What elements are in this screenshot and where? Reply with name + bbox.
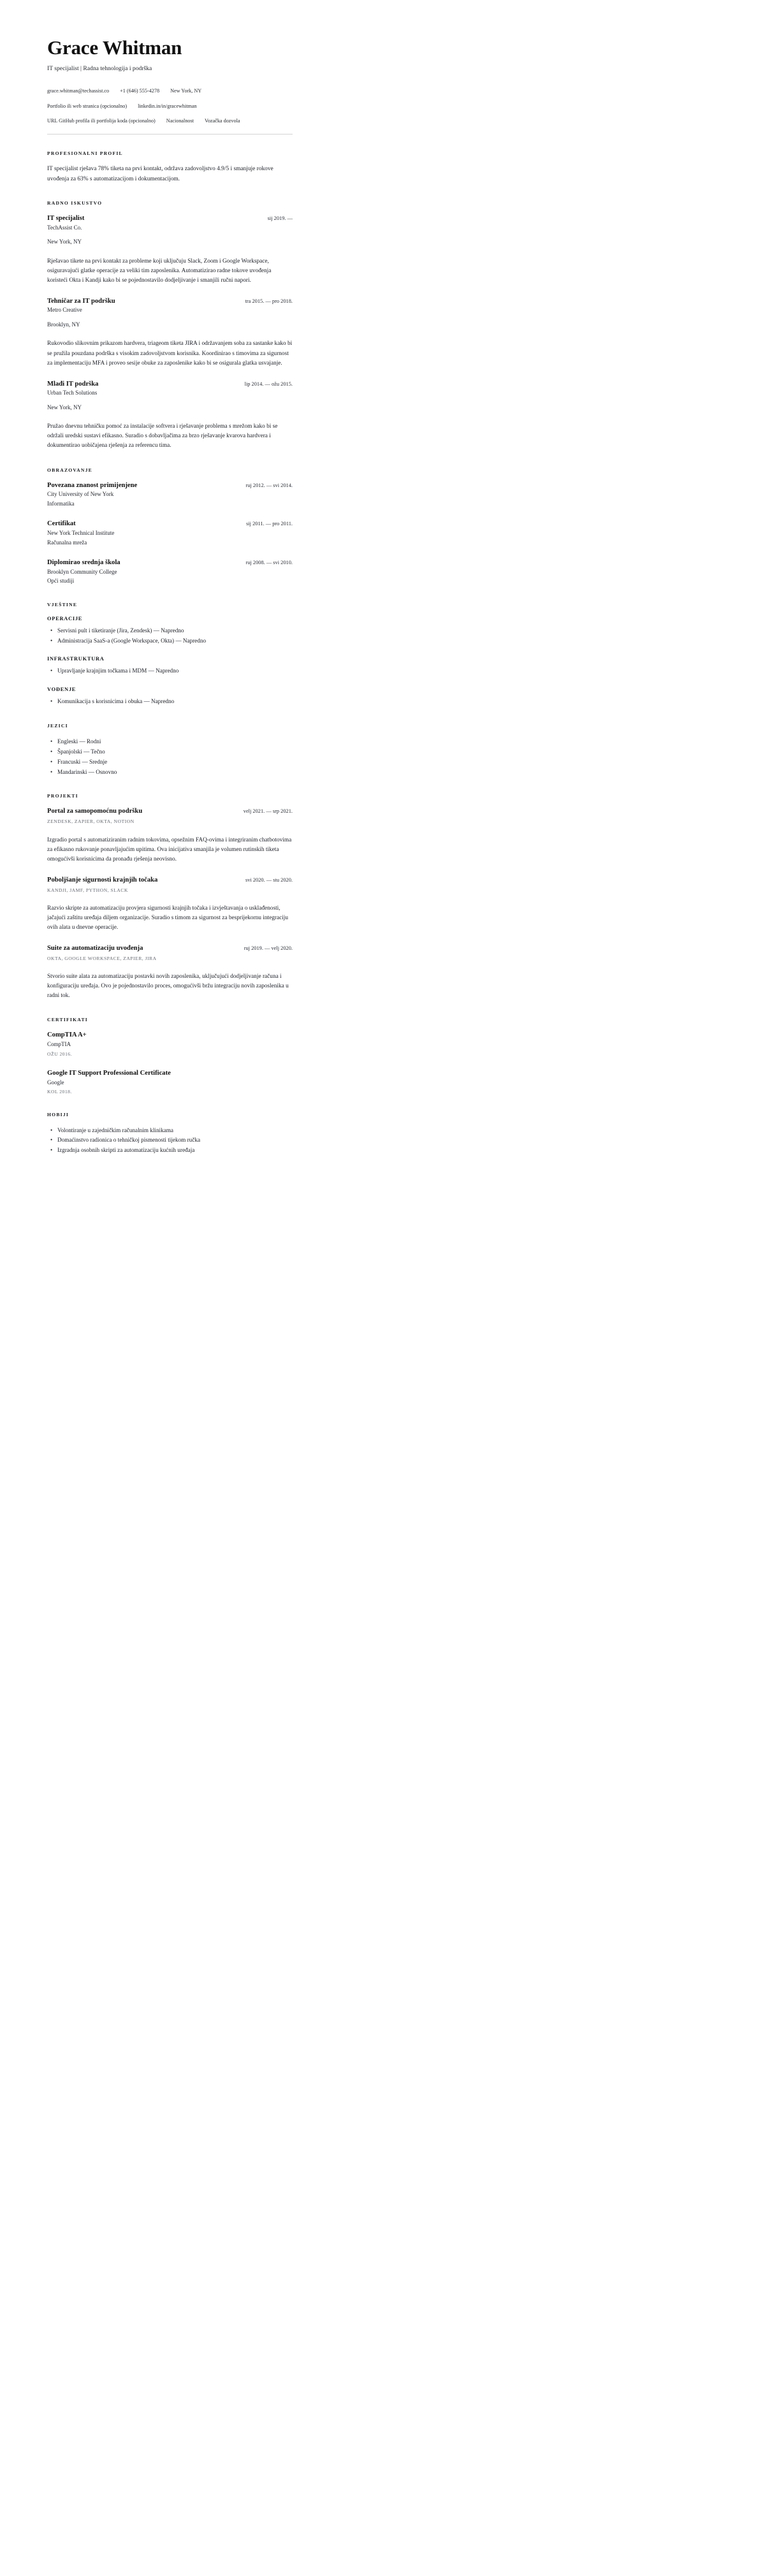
header-divider — [47, 134, 293, 135]
project-description: Izgradio portal s automatiziranim radnim tokovima, opsežnim FAQ-ovima i integriranim chatbotovima za efikasno rukovanje ponavljajućim upitima. Ova inicijativa smanjila je volumen rutinskih tiketa omogućivši korisnicima da pronađu rješenja neovisno. — [47, 836, 292, 862]
contact-row-links — [47, 103, 293, 110]
language-item: • Francuski — Srednje — [57, 757, 293, 768]
education-school: Brooklyn Community College — [47, 568, 117, 575]
hobby-item: • Volontiranje u zajedničkim računalnim klinikama — [57, 1126, 293, 1136]
profile-summary: IT specijalist rješava 78% tiketa na prvi kontakt, održava zadovoljstvo 4.9/5 i smanjuje rokove uvođenja za 63% s automatizacijom i dokumentacijom. — [47, 166, 273, 182]
section-title-hobbies: HOBIJI — [47, 1111, 69, 1117]
project-date: ruj 2019. — velj 2020. — [244, 945, 293, 952]
certificate-entry — [47, 1031, 293, 1058]
education-entry — [47, 558, 293, 586]
skill-group-name: OPERACIJE — [47, 615, 83, 622]
section-experience — [47, 200, 293, 451]
certificate-date: OŽU 2016. — [47, 1051, 73, 1057]
language-item: • Mandarinski — Osnovno — [57, 768, 293, 778]
project-entry — [47, 807, 293, 864]
project-stack: ZENDESK, ZAPIER, OKTA, NOTION — [47, 819, 135, 825]
language-item: • Engleski — Rodni — [57, 737, 293, 747]
experience-location: New York, NY — [47, 404, 82, 411]
hobby-list — [47, 1126, 293, 1156]
project-date: velj 2021. — srp 2021. — [243, 808, 293, 815]
experience-date: tra 2015. — pro 2018. — [245, 298, 293, 304]
project-date: svi 2020. — stu 2020. — [245, 877, 293, 883]
contact-nationality: Nacionalnost — [166, 118, 194, 124]
project-entry — [47, 944, 293, 1001]
contact-row-primary — [47, 87, 293, 95]
certificate-name: Google IT Support Professional Certificate — [47, 1069, 171, 1077]
education-degree: Povezana znanost primijenjene — [47, 481, 138, 489]
section-title-experience: RADNO ISKUSTVO — [47, 200, 103, 206]
education-date: sij 2011. — pro 2011. — [246, 521, 293, 527]
project-description: Razvio skripte za automatizaciju provjera sigurnosti krajnjih točaka i izvještavanja o usklađenosti, jačajući zaštitu uređaja diljem organizacije. Suradio s timom za sigurnost za besprijekornu integraciju ovih alata u dnevne operacije. — [47, 905, 289, 931]
experience-role: Tehničar za IT podršku — [47, 297, 115, 305]
section-skills — [47, 602, 293, 707]
section-certificates — [47, 1017, 293, 1095]
skill-group-name: VOĐENJE — [47, 687, 76, 693]
experience-entry — [47, 214, 293, 286]
project-entry-head — [47, 807, 293, 816]
project-name: Portal za samopomoćnu podršku — [47, 808, 143, 815]
experience-date: lip 2014. — ožu 2015. — [244, 381, 293, 387]
experience-entry-head — [47, 214, 293, 223]
education-entry-head — [47, 481, 293, 490]
project-description: Stvorio suite alata za automatizaciju postavki novih zaposlenika, uključujući dodjeljivanje računa i konfiguraciju uređaja. Ovo je pojednostavilo proces, omogućivši bržu integraciju novih zaposlenika u radni tok. — [47, 973, 289, 1000]
project-name: Poboljšanje sigurnosti krajnjih točaka — [47, 876, 158, 884]
section-title-languages: JEZICI — [47, 723, 68, 729]
education-entry-head — [47, 558, 293, 567]
contact-github[interactable]: URL GitHub profila ili portfolija koda (opcionalno) — [47, 118, 156, 124]
experience-company: TechAssist Co. — [47, 224, 82, 231]
education-degree: Diplomirao srednja škola — [47, 559, 120, 567]
skill-group — [47, 687, 293, 707]
resume-sheet — [47, 37, 293, 1156]
skill-group — [47, 616, 293, 646]
section-title-projects: PROJEKTI — [47, 793, 78, 799]
language-item: • Španjolski — Tečno — [57, 747, 293, 757]
certificate-issuer: Google — [47, 1079, 64, 1086]
section-title-skills: VJEŠTINE — [47, 601, 78, 608]
experience-role: Mlađi IT podrška — [47, 380, 99, 388]
experience-description: Rukovodio slikovnim prikazom hardvera, triageom tiketa JIRA i održavanjem soba za sastanke kako bi se pružila pouzdana podrška s visokim zadovoljstvom korisnika. Koordinirao s timovima za sigurnost za implementaciju MFA i proveo sesije obuke za zaposlenike kako bi se osigurala glatka usvajanje. — [47, 340, 293, 367]
experience-entry — [47, 380, 293, 451]
education-field: Informatika — [47, 500, 75, 507]
experience-location: New York, NY — [47, 238, 82, 245]
education-entry-head — [47, 520, 293, 528]
contact-row-extra — [47, 117, 293, 125]
skill-list — [47, 626, 293, 646]
certificate-issuer: CompTIA — [47, 1041, 71, 1048]
project-name: Suite za automatizaciju uvođenja — [47, 945, 143, 952]
skill-list — [47, 697, 293, 707]
education-school: City University of New York — [47, 491, 114, 498]
experience-company: Urban Tech Solutions — [47, 389, 98, 397]
skill-item: • Komunikacija s korisnicima i obuka — Napredno — [57, 697, 293, 707]
skill-item: • Servisni pult i tiketiranje (Jira, Zendesk) — Napredno — [57, 626, 293, 636]
section-projects — [47, 793, 293, 1001]
education-field: Računalna mreža — [47, 539, 87, 546]
experience-entry — [47, 297, 293, 368]
certificate-name: CompTIA A+ — [47, 1031, 87, 1039]
contact-portfolio[interactable]: Portfolio ili web stranica (opcionalno) — [47, 103, 127, 109]
education-entry — [47, 481, 293, 509]
education-entry — [47, 520, 293, 547]
experience-entry-head — [47, 380, 293, 389]
skill-list — [47, 666, 293, 676]
skill-group — [47, 656, 293, 676]
education-degree: Certifikat — [47, 520, 76, 528]
education-date: ruj 2012. — svi 2014. — [245, 482, 293, 488]
experience-location: Brooklyn, NY — [47, 321, 80, 328]
experience-entry-head — [47, 297, 293, 306]
candidate-headline: IT specijalist | Radna tehnologija i podrška — [47, 64, 152, 72]
experience-company: Metro Creative — [47, 307, 82, 314]
section-title-education: OBRAZOVANJE — [47, 467, 92, 473]
section-title-certificates: CERTIFIKATI — [47, 1017, 88, 1023]
education-school: New York Technical Institute — [47, 530, 115, 537]
contact-driving-licence: Vozačka dozvola — [204, 118, 240, 124]
resume-header — [47, 37, 293, 135]
certificate-date: KOL 2018. — [47, 1089, 72, 1095]
section-education — [47, 467, 293, 586]
certificate-entry — [47, 1069, 293, 1096]
education-field: Opći studiji — [47, 578, 75, 585]
project-entry-head — [47, 944, 293, 953]
skill-group-name: INFRASTRUKTURA — [47, 656, 105, 662]
section-title-profile: PROFESIONALNI PROFIL — [47, 150, 123, 157]
project-stack: OKTA, GOOGLE WORKSPACE, ZAPIER, JIRA — [47, 955, 157, 961]
skill-item: • Upravljanje krajnjim točkama i MDM — Napredno — [57, 666, 293, 676]
experience-description: Rješavao tikete na prvi kontakt za probleme koji uključuju Slack, Zoom i Google Workspace, osiguravajući glatke operacije za veliki tim zaposlenika. Automatizirao radne tokove uvođenja koristeći Okta i Kandji kako bi se pojednostavilo dodjeljivanje i smanjili ručni napori. — [47, 258, 272, 284]
education-date: ruj 2008. — svi 2010. — [245, 560, 293, 566]
project-stack: KANDJI, JAMF, PYTHON, SLACK — [47, 887, 128, 893]
skill-item: • Administracija SaaS-a (Google Workspace, Okta) — Napredno — [57, 636, 293, 646]
contact-linkedin[interactable]: linkedin.in/in/gracewhitman — [138, 103, 197, 109]
project-entry — [47, 876, 293, 933]
experience-description: Pružao dnevnu tehničku pomoć za instalacije softvera i rješavanje problema s mrežom kako bi se održali uredski sustavi efikasno. Suradio s dobavljačima za brzo rješavanje kvarova hardvera i dokumentirao uobičajena rješenja za referencu tima. — [47, 423, 278, 449]
hobby-item: • Domaćinstvo radionica o tehničkoj pismenosti tijekom ručka — [57, 1135, 293, 1146]
candidate-name: Grace Whitman — [47, 36, 182, 59]
project-entry-head — [47, 876, 293, 885]
section-profile — [47, 150, 293, 184]
section-languages — [47, 723, 293, 777]
language-list — [47, 737, 293, 777]
experience-role: IT specijalist — [47, 214, 85, 222]
contact-location: New York, NY — [170, 87, 202, 94]
experience-date: sij 2019. — — [267, 215, 293, 221]
section-hobbies — [47, 1112, 293, 1156]
hobby-item: • Izgradnja osobnih skripti za automatizaciju kućnih uređaja — [57, 1146, 293, 1156]
contact-phone[interactable]: +1 (646) 555-4278 — [120, 87, 160, 94]
contact-email[interactable]: grace.whitman@techassist.co — [47, 87, 110, 94]
